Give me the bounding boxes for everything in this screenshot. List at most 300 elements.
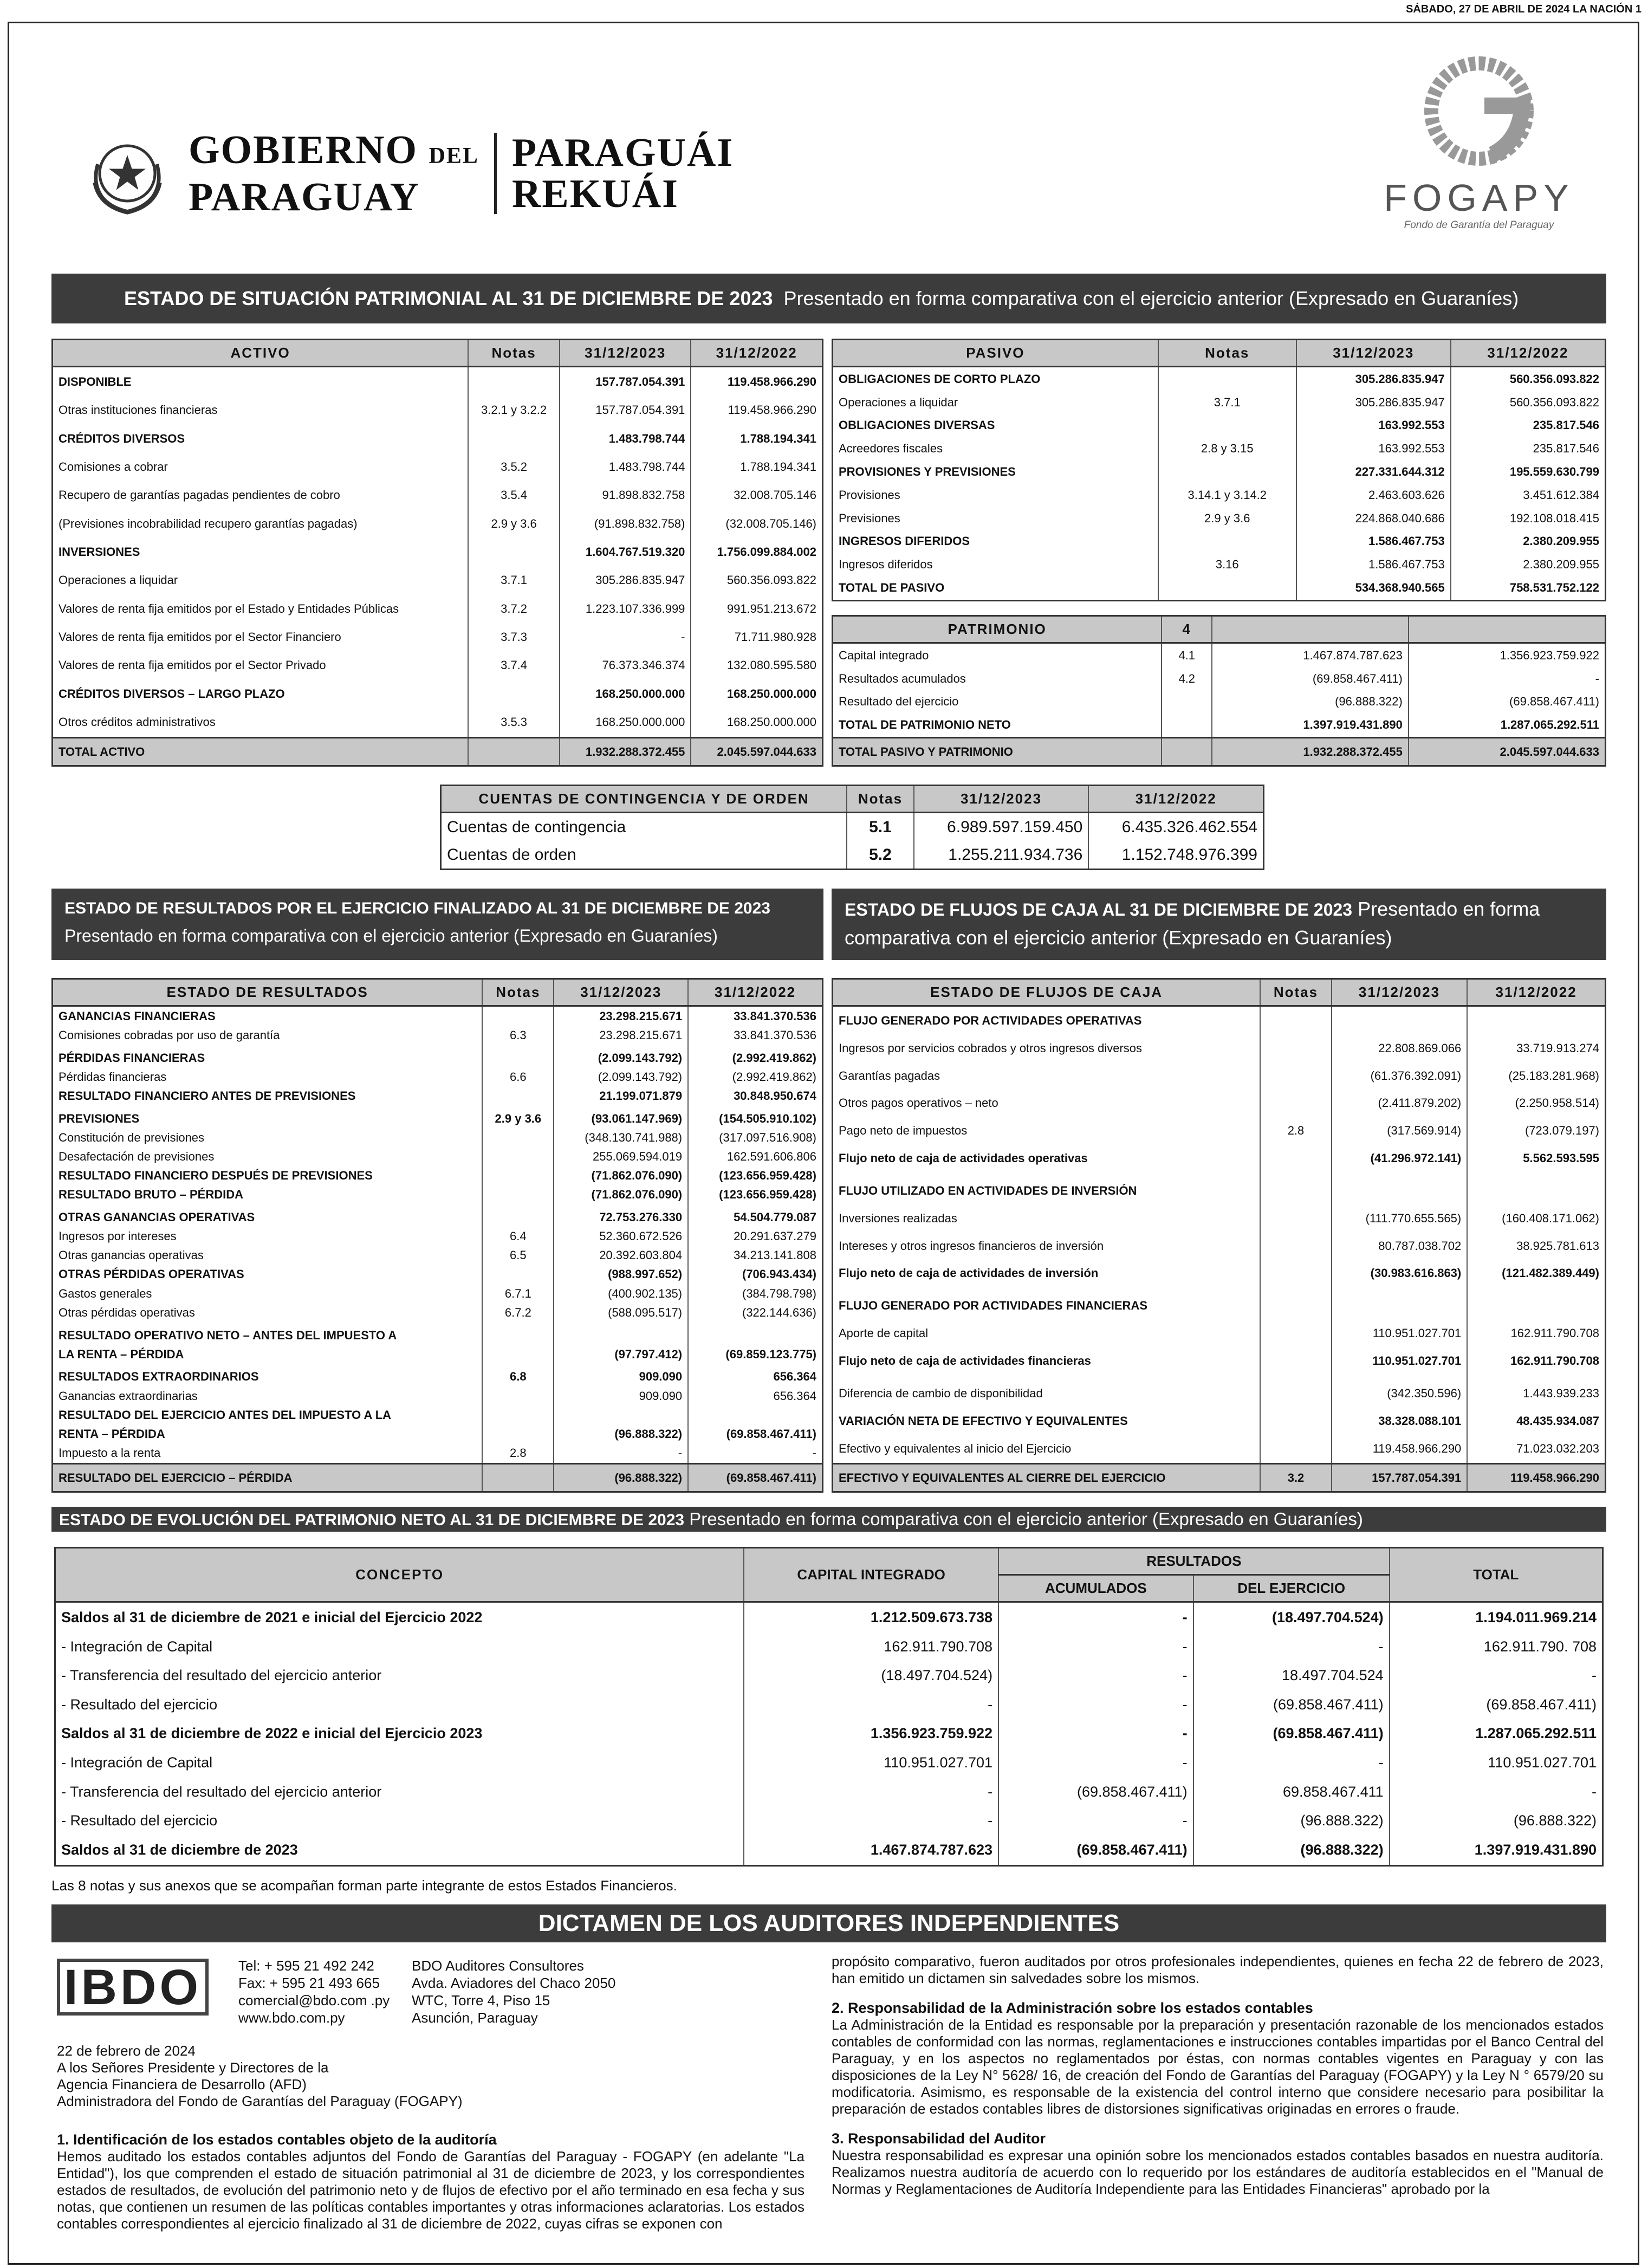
row-value-2022: 1.788.194.341 xyxy=(691,425,822,453)
row-note xyxy=(1162,690,1212,714)
row-label: Inversiones realizadas xyxy=(833,1204,1261,1232)
row-value-2023: (71.862.076.090) xyxy=(554,1167,688,1185)
row-value-2022: 1.756.099.884.002 xyxy=(691,538,822,566)
header-row xyxy=(53,979,823,1006)
row-note: 4.1 xyxy=(1162,643,1212,668)
row-value-2022: 30.848.950.674 xyxy=(688,1086,822,1105)
row-value-2023: - xyxy=(560,623,691,651)
row-label: Flujo neto de caja de actividades operativas xyxy=(833,1144,1261,1172)
row-note xyxy=(482,1167,554,1185)
row-value-2023 xyxy=(554,1045,688,1048)
total-2023: 1.932.288.372.455 xyxy=(1212,738,1409,766)
row-note xyxy=(1260,1204,1332,1232)
row-value-2022 xyxy=(688,1326,822,1345)
row-value-2023: 23.298.215.671 xyxy=(554,1026,688,1045)
table-row xyxy=(53,1303,823,1322)
row-note xyxy=(1260,1144,1332,1172)
row-note: 2.9 y 3.6 xyxy=(468,510,560,538)
row-acumulados: - xyxy=(998,1690,1193,1720)
gov-right1: PARAGUÁI xyxy=(511,131,734,175)
table-row xyxy=(53,708,823,738)
row-note: 5.2 xyxy=(847,841,914,870)
row-ejercicio: - xyxy=(1193,1748,1390,1778)
table-row xyxy=(53,1048,823,1067)
row-value-2022: 48.435.934.087 xyxy=(1467,1407,1605,1435)
section1-text: Hemos auditado los estados contables adjuntos del Fondo de Garantías del Paraguay - FOGAPY (en adelante "La Entidad"), los que comprenden el estado de situación patrimonial al 31 de diciembre de 2023, y los correspondientes estados de resultados, de evolución del patrimonio neto y de flujos de efectivo por el año terminado en esa fecha y sus notas, que contienen un resumen de las políticas contables importantes y otras informaciones aclaratorias. Los estados contables correspondientes al ejercicio finalizado al 31 de diciembre de 2022, cuyas cifras se exponen con xyxy=(57,2148,804,2232)
flujo-subtitle: Presentado en forma comparativa con el ejercicio anterior (Expresado en Guaraníes) xyxy=(845,898,1540,949)
row-value-2022: 195.559.630.799 xyxy=(1451,461,1606,484)
table-row xyxy=(833,1172,1606,1177)
row-label: Operaciones a liquidar xyxy=(833,391,1158,414)
row-value-2023: (342.350.596) xyxy=(1332,1380,1467,1408)
row-value-2023: 163.992.553 xyxy=(1296,437,1451,461)
row-note xyxy=(468,679,560,708)
table-row xyxy=(441,813,1264,841)
table-row xyxy=(53,1106,823,1110)
table-row xyxy=(833,507,1606,530)
row-value-2022: 235.817.546 xyxy=(1451,437,1606,461)
row-value-2023 xyxy=(554,1364,688,1368)
row-label: - Transferencia del resultado del ejercicio anterior xyxy=(55,1777,744,1806)
addressee-line: Administradora del Fondo de Garantías del Paraguay (FOGAPY) xyxy=(57,2093,463,2109)
table-row xyxy=(833,461,1606,484)
row-value-2022 xyxy=(1467,1375,1605,1380)
table-row xyxy=(53,1128,823,1147)
row-value-2022: 33.719.913.274 xyxy=(1467,1035,1605,1062)
table-row xyxy=(833,1062,1606,1090)
resultados-table xyxy=(51,978,823,1493)
table-row xyxy=(441,841,1264,870)
row-label: RESULTADO DEL EJERCICIO ANTES DEL IMPUESTO A LA xyxy=(53,1405,483,1424)
column-header: ESTADO DE FLUJOS DE CAJA xyxy=(833,979,1261,1006)
row-note xyxy=(1260,1260,1332,1287)
row-value-2023: 1.223.107.336.999 xyxy=(560,594,691,623)
row-label: Resultado del ejercicio xyxy=(833,690,1162,714)
total-2022: 2.045.597.044.633 xyxy=(1409,738,1606,766)
total-2022: 119.458.966.290 xyxy=(1467,1464,1605,1492)
row-value-2023: (91.898.832.758) xyxy=(560,510,691,538)
row-value-2023 xyxy=(554,1106,688,1110)
table-row xyxy=(833,714,1606,738)
row-value-2022 xyxy=(688,1204,822,1208)
table-row xyxy=(833,667,1606,690)
row-note xyxy=(1260,1347,1332,1375)
row-label: Gastos generales xyxy=(53,1284,483,1303)
header-row xyxy=(441,786,1264,813)
bdo-address xyxy=(412,1957,615,2026)
table-row xyxy=(53,1227,823,1246)
row-ejercicio: (96.888.322) xyxy=(1193,1806,1390,1836)
row-value-2023 xyxy=(1332,1006,1467,1035)
table-row xyxy=(53,623,823,651)
column-header: ACTIVO xyxy=(53,340,469,367)
row-value-2023: (317.569.914) xyxy=(1332,1117,1467,1145)
row-value-2022: 1.356.923.759.922 xyxy=(1409,643,1606,668)
row-note xyxy=(482,1265,554,1284)
row-label: - Resultado del ejercicio xyxy=(55,1690,744,1720)
table-row xyxy=(833,1117,1606,1145)
column-header: DEL EJERCICIO xyxy=(1193,1575,1390,1602)
row-label: Otras ganancias operativas xyxy=(53,1246,483,1265)
row-note xyxy=(482,1364,554,1368)
row-value-2023: 1.397.919.431.890 xyxy=(1212,714,1409,738)
row-label: Intereses y otros ingresos financieros de inversión xyxy=(833,1232,1261,1260)
row-label: RENTA – PÉRDIDA xyxy=(53,1424,483,1443)
row-ejercicio: 69.858.467.411 xyxy=(1193,1777,1390,1806)
row-value-2022: 991.951.213.672 xyxy=(691,594,822,623)
row-value-2023: (96.888.322) xyxy=(554,1424,688,1443)
column-header: 31/12/2023 xyxy=(1296,340,1451,367)
row-ejercicio: (96.888.322) xyxy=(1193,1836,1390,1866)
column-header: 31/12/2022 xyxy=(688,979,822,1006)
row-note xyxy=(1260,1375,1332,1380)
column-header: 31/12/2023 xyxy=(1332,979,1467,1006)
row-label: OTRAS GANANCIAS OPERATIVAS xyxy=(53,1208,483,1227)
row-label xyxy=(53,1106,483,1110)
row-value-2023: 119.458.966.290 xyxy=(1332,1435,1467,1463)
row-value-2023 xyxy=(554,1326,688,1345)
row-label xyxy=(53,1204,483,1208)
row-value-2022 xyxy=(1467,1177,1605,1205)
row-value-2022: 20.291.637.279 xyxy=(688,1227,822,1246)
row-label: Comisiones cobradas por uso de garantía xyxy=(53,1026,483,1045)
row-value-2023: 72.753.276.330 xyxy=(554,1208,688,1227)
row-value-2022: 1.443.939.233 xyxy=(1467,1380,1605,1408)
column-header: ACUMULADOS xyxy=(998,1575,1193,1602)
row-label: CRÉDITOS DIVERSOS xyxy=(53,425,469,453)
table-row xyxy=(53,1368,823,1386)
header xyxy=(49,108,1598,271)
row-value-2023: 23.298.215.671 xyxy=(554,1006,688,1026)
row-note xyxy=(482,1128,554,1147)
table-row xyxy=(53,453,823,481)
row-value-2022: 1.152.748.976.399 xyxy=(1088,841,1263,870)
row-capital: - xyxy=(744,1777,998,1806)
section2-text: La Administración de la Entidad es responsable por la preparación y presentación razonable de los mencionados estados contables de conformidad con las normas, reglamentaciones e instrucciones contables impartidas por el Banco Central del Paraguay, y en los aspectos no reglamentados por éstas, con normas contables vigentes en Paraguay y con las disposiciones de la Ley N° 5628/ 16, de creación del Fondo de Garantías del Paraguay (FOGAPY) y la Ley N ° 6579/20 su modificatoria. Asimismo, es responsable de la existencia del control interno que considere necesario para posibilitar la preparación de estados contables libres de distorsiones significativas originadas en errores o fraude. xyxy=(832,2017,1604,2117)
row-value-2023: 305.286.835.947 xyxy=(1296,367,1451,391)
table-row xyxy=(53,1167,823,1185)
gov-right2: REKUÁI xyxy=(511,172,679,216)
fogapy-logo xyxy=(1381,49,1576,244)
contact-line: www.bdo.com.py xyxy=(238,2010,345,2026)
row-label: (Previsiones incobrabilidad recupero garantías pagadas) xyxy=(53,510,469,538)
row-note xyxy=(1260,1287,1332,1293)
column-header: CAPITAL INTEGRADO xyxy=(744,1548,998,1602)
row-note: 6.3 xyxy=(482,1026,554,1045)
table-row xyxy=(53,594,823,623)
row-value-2022: 5.562.593.595 xyxy=(1467,1144,1605,1172)
row-value-2023: (93.061.147.969) xyxy=(554,1109,688,1128)
row-note: 2.8 y 3.15 xyxy=(1158,437,1296,461)
row-value-2023: 163.992.553 xyxy=(1296,414,1451,437)
row-ejercicio: (18.497.704.524) xyxy=(1193,1602,1390,1632)
table-row xyxy=(833,643,1606,668)
table-row xyxy=(53,1345,823,1364)
table-row xyxy=(53,1204,823,1208)
row-value-2022: 1.287.065.292.511 xyxy=(1409,714,1606,738)
row-value-2023: (2.099.143.792) xyxy=(554,1048,688,1067)
row-total: 110.951.027.701 xyxy=(1390,1748,1603,1778)
table-row xyxy=(833,367,1606,391)
row-note xyxy=(1260,1407,1332,1435)
section1-heading: 1. Identificación de los estados contables objeto de la auditoría xyxy=(57,2131,497,2148)
table-row xyxy=(833,1144,1606,1172)
table-row xyxy=(833,437,1606,461)
row-value-2022 xyxy=(1467,1006,1605,1035)
balance-subtitle: Presentado en forma comparativa con el ejercicio anterior (Expresado en Guaraníes) xyxy=(783,287,1519,309)
row-note: 3.7.2 xyxy=(468,594,560,623)
row-value-2023: 2.463.603.626 xyxy=(1296,483,1451,507)
column-header: 31/12/2022 xyxy=(691,340,822,367)
row-value-2023: (348.130.741.988) xyxy=(554,1128,688,1147)
row-value-2023: 91.898.832.758 xyxy=(560,481,691,509)
row-value-2022: 168.250.000.000 xyxy=(691,708,822,738)
table-row xyxy=(53,1006,823,1026)
header-row xyxy=(833,616,1606,643)
row-value-2023: 305.286.835.947 xyxy=(560,566,691,594)
total-2022: (69.858.467.411) xyxy=(688,1464,822,1492)
row-note: 3.7.1 xyxy=(1158,391,1296,414)
row-note: 4.2 xyxy=(1162,667,1212,690)
row-value-2023: 534.368.940.565 xyxy=(1296,576,1451,601)
row-value-2022: 656.364 xyxy=(688,1368,822,1386)
row-note: 6.8 xyxy=(482,1368,554,1386)
table-row xyxy=(833,1375,1606,1380)
row-total: (96.888.322) xyxy=(1390,1806,1603,1836)
row-label: Valores de renta fija emitidos por el Estado y Entidades Públicas xyxy=(53,594,469,623)
row-value-2022 xyxy=(1467,1172,1605,1177)
table-row xyxy=(833,1232,1606,1260)
table-row xyxy=(833,483,1606,507)
row-value-2023 xyxy=(1332,1177,1467,1205)
row-note: 6.7.2 xyxy=(482,1303,554,1322)
row-label: Recupero de garantías pagadas pendientes de cobro xyxy=(53,481,469,509)
row-label: Impuesto a la renta xyxy=(53,1443,483,1463)
row-value-2023: 22.808.869.066 xyxy=(1332,1035,1467,1062)
row-value-2022: 168.250.000.000 xyxy=(691,679,822,708)
total-label: TOTAL ACTIVO xyxy=(53,738,469,766)
row-label: Valores de renta fija emitidos por el Sector Privado xyxy=(53,651,469,679)
row-total: 162.911.790. 708 xyxy=(1390,1632,1603,1661)
column-header: 31/12/2023 xyxy=(554,979,688,1006)
column-header: Notas xyxy=(468,340,560,367)
table-row xyxy=(53,1026,823,1045)
row-note: 2.9 y 3.6 xyxy=(482,1109,554,1128)
row-note: 3.7.1 xyxy=(468,566,560,594)
table-row xyxy=(833,1035,1606,1062)
row-label: OBLIGACIONES DIVERSAS xyxy=(833,414,1158,437)
row-value-2023: 157.787.054.391 xyxy=(560,367,691,397)
dictamen-title: DICTAMEN DE LOS AUDITORES INDEPENDIENTES xyxy=(538,1910,1120,1936)
row-note xyxy=(482,1147,554,1166)
table-row xyxy=(833,1435,1606,1463)
column-header: Notas xyxy=(847,786,914,813)
addressee-line: Agencia Financiera de Desarrollo (AFD) xyxy=(57,2076,307,2092)
row-value-2022: 54.504.779.087 xyxy=(688,1208,822,1227)
row-value-2023 xyxy=(554,1322,688,1326)
row-note: 2.8 xyxy=(1260,1117,1332,1145)
row-label xyxy=(53,1364,483,1368)
address-line: BDO Auditores Consultores xyxy=(412,1958,584,1974)
contact-line: Fax: + 595 21 493 665 xyxy=(238,1975,380,1991)
row-value-2022: (706.943.434) xyxy=(688,1265,822,1284)
row-value-2023: 21.199.071.879 xyxy=(554,1086,688,1105)
row-acumulados: - xyxy=(998,1806,1193,1836)
row-note: 3.5.2 xyxy=(468,453,560,481)
row-note: 6.6 xyxy=(482,1067,554,1086)
row-acumulados: (69.858.467.411) xyxy=(998,1836,1193,1866)
address-line: Avda. Aviadores del Chaco 2050 xyxy=(412,1975,616,1991)
row-value-2023: 909.090 xyxy=(554,1386,688,1405)
section1-continued: propósito comparativo, fueron auditados por otros profesionales independientes, quienes en fecha 22 de febrero de 2023, han emitido un dictamen sin salvedades sobre los mismos. xyxy=(832,1953,1604,1986)
table-row xyxy=(833,1407,1606,1435)
table-row xyxy=(833,1006,1606,1035)
row-value-2023: 38.328.088.101 xyxy=(1332,1407,1467,1435)
total-label: RESULTADO DEL EJERCICIO – PÉRDIDA xyxy=(53,1464,483,1492)
row-label: RESULTADO BRUTO – PÉRDIDA xyxy=(53,1185,483,1204)
row-value-2023: 255.069.594.019 xyxy=(554,1147,688,1166)
resultados-title-bar xyxy=(51,889,823,960)
row-label: Otros pagos operativos – neto xyxy=(833,1090,1261,1117)
row-label xyxy=(833,1172,1261,1177)
row-label: Flujo neto de caja de actividades financieras xyxy=(833,1347,1261,1375)
row-value-2023: 1.604.767.519.320 xyxy=(560,538,691,566)
column-header: 31/12/2023 xyxy=(914,786,1089,813)
row-label xyxy=(833,1287,1261,1293)
row-value-2023: (41.296.972.141) xyxy=(1332,1144,1467,1172)
row-note xyxy=(1158,530,1296,553)
row-value-2022: 1.788.194.341 xyxy=(691,453,822,481)
row-label: Saldos al 31 de diciembre de 2023 xyxy=(55,1836,744,1866)
row-value-2022: (2.992.419.862) xyxy=(688,1067,822,1086)
row-label: - Resultado del ejercicio xyxy=(55,1806,744,1836)
row-label: OTRAS PÉRDIDAS OPERATIVAS xyxy=(53,1265,483,1284)
row-note xyxy=(1260,1380,1332,1408)
header-row xyxy=(833,979,1606,1006)
row-label: Provisiones xyxy=(833,483,1158,507)
table-row xyxy=(53,1185,823,1204)
row-note xyxy=(1260,1232,1332,1260)
row-label: VARIACIÓN NETA DE EFECTIVO Y EQUIVALENTES xyxy=(833,1407,1261,1435)
row-label: Ingresos por servicios cobrados y otros ingresos diversos xyxy=(833,1035,1261,1062)
table-row xyxy=(53,1322,823,1326)
dictamen-addressee xyxy=(57,2059,804,2110)
row-value-2022: 6.435.326.462.554 xyxy=(1088,813,1263,841)
dictamen-right-column xyxy=(832,1953,1604,2198)
row-note: 6.5 xyxy=(482,1246,554,1265)
row-note: 3.5.3 xyxy=(468,708,560,738)
row-ejercicio: - xyxy=(1193,1632,1390,1661)
table-row xyxy=(53,1246,823,1265)
row-value-2022: (123.656.959.428) xyxy=(688,1185,822,1204)
row-value-2022: (384.798.798) xyxy=(688,1284,822,1303)
row-value-2023: (61.376.392.091) xyxy=(1332,1062,1467,1090)
logo-divider xyxy=(494,133,497,214)
row-note xyxy=(482,1204,554,1208)
row-label: FLUJO UTILIZADO EN ACTIVIDADES DE INVERSIÓN xyxy=(833,1177,1261,1205)
table-row xyxy=(53,679,823,708)
table-row xyxy=(53,1405,823,1424)
row-label: Aporte de capital xyxy=(833,1320,1261,1347)
row-note xyxy=(1260,1062,1332,1090)
total-note xyxy=(468,738,560,766)
row-note xyxy=(482,1386,554,1405)
row-label: Constitución de previsiones xyxy=(53,1128,483,1147)
row-note xyxy=(482,1045,554,1048)
dictamen-date: 22 de febrero de 2024 xyxy=(57,2043,196,2059)
table-row xyxy=(53,538,823,566)
notes-text: Las 8 notas y sus anexos que se acompañan forman parte integrante de estos Estados Financieros. xyxy=(51,1877,677,1894)
row-note: 2.9 y 3.6 xyxy=(1158,507,1296,530)
table-row xyxy=(833,1287,1606,1293)
row-value-2022: (322.144.636) xyxy=(688,1303,822,1322)
row-note xyxy=(482,1048,554,1067)
row-note: 3.5.4 xyxy=(468,481,560,509)
row-value-2023: 110.951.027.701 xyxy=(1332,1320,1467,1347)
row-capital: 1.212.509.673.738 xyxy=(744,1602,998,1632)
table-row xyxy=(833,1320,1606,1347)
row-ejercicio: 18.497.704.524 xyxy=(1193,1661,1390,1690)
row-value-2022: (160.408.171.062) xyxy=(1467,1204,1605,1232)
row-value-2023: 20.392.603.804 xyxy=(554,1246,688,1265)
row-note xyxy=(482,1322,554,1326)
contingencia-table xyxy=(440,785,1264,870)
row-value-2022: 2.380.209.955 xyxy=(1451,553,1606,576)
row-value-2022: 656.364 xyxy=(688,1386,822,1405)
total-2023: 157.787.054.391 xyxy=(1332,1464,1467,1492)
row-value-2022: - xyxy=(1409,667,1606,690)
row-note xyxy=(1260,1320,1332,1347)
row-label: LA RENTA – PÉRDIDA xyxy=(53,1345,483,1364)
row-note xyxy=(482,1326,554,1345)
row-value-2022: 560.356.093.822 xyxy=(1451,391,1606,414)
table-row xyxy=(53,1086,823,1105)
table-row xyxy=(55,1661,1603,1690)
row-label: Comisiones a cobrar xyxy=(53,453,469,481)
total-note xyxy=(1162,738,1212,766)
row-label: - Transferencia del resultado del ejercicio anterior xyxy=(55,1661,744,1690)
activo-table xyxy=(51,339,823,767)
row-label: - Integración de Capital xyxy=(55,1632,744,1661)
table-row xyxy=(53,510,823,538)
row-label: TOTAL DE PATRIMONIO NETO xyxy=(833,714,1162,738)
row-note xyxy=(1260,1435,1332,1463)
row-note xyxy=(1260,1090,1332,1117)
row-label: Otros créditos administrativos xyxy=(53,708,469,738)
row-total: - xyxy=(1390,1661,1603,1690)
row-value-2023: (988.997.652) xyxy=(554,1265,688,1284)
section2-heading: 2. Responsabilidad de la Administración sobre los estados contables xyxy=(832,2000,1313,2016)
row-label: Desafectación de previsiones xyxy=(53,1147,483,1166)
row-value-2022: (123.656.959.428) xyxy=(688,1167,822,1185)
row-label: Pérdidas financieras xyxy=(53,1067,483,1086)
row-acumulados: (69.858.467.411) xyxy=(998,1777,1193,1806)
row-value-2022: 2.380.209.955 xyxy=(1451,530,1606,553)
row-value-2022: 560.356.093.822 xyxy=(1451,367,1606,391)
row-note xyxy=(482,1208,554,1227)
table-row xyxy=(55,1602,1603,1632)
column-header: CONCEPTO xyxy=(55,1548,744,1602)
row-value-2022 xyxy=(688,1405,822,1424)
row-note xyxy=(1260,1035,1332,1062)
row-value-2023: 80.787.038.702 xyxy=(1332,1232,1467,1260)
row-note xyxy=(482,1185,554,1204)
row-note xyxy=(482,1424,554,1443)
row-value-2022: (25.183.281.968) xyxy=(1467,1062,1605,1090)
row-value-2022: (2.992.419.862) xyxy=(688,1048,822,1067)
row-label xyxy=(833,1375,1261,1380)
row-label: GANANCIAS FINANCIERAS xyxy=(53,1006,483,1026)
